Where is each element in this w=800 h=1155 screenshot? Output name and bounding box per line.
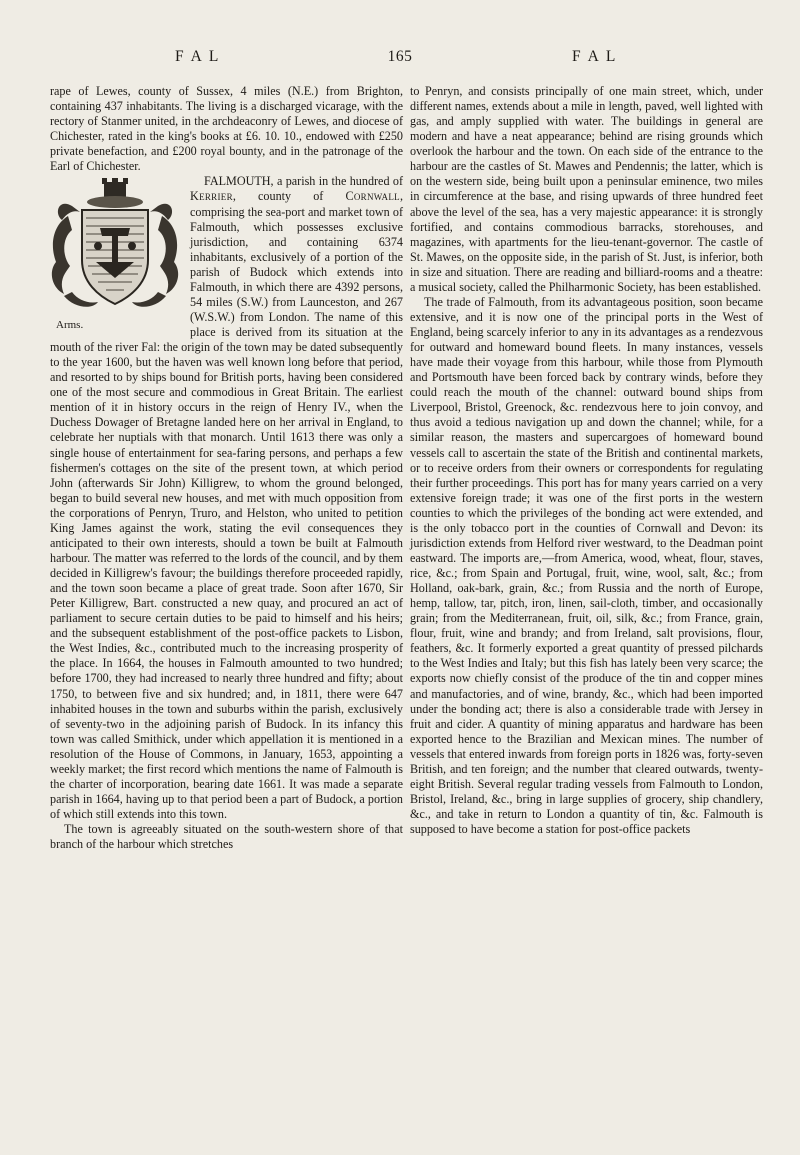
paragraph-description: to Penryn, and consists principally of one main street, which, under different names, extends about a mile in length, paved, well lighted with gas, and amply supplied with water. The buildings in general are modern and have a neat appearance; behind are rising grounds which overlook the harbour and the town. On each side of the entrance to the harbour are the castles of St. Mawes and Pendennis; the latter, which is on the western side, being built upon a peninsular eminence, two miles in circumference at the base, and rising upwards of three hundred feet above the level of the sea, has a very majestic appearance: it is strongly fortified, and contains commodious barracks, storehouses, and magazines, with apartments for the lieu-tenant-governor. The castle of St. Mawes, on the opposite side, in the parish of St. Just, is inferior, both in size and situation. There are reading and billiard-rooms and a theatre: a musical society, called the Philharmonic Society, has been established.	[410, 84, 763, 294]
county-name: Cornwall	[345, 189, 400, 204]
entry-falmouth: FALMOUTH, a parish in the hundred of Kerrier, county of Cornwall, comprising the sea-port and market town of Falmouth, which possesses exclusive jurisdiction, and containing 6374 inhabitants, exclusively of a portion of the parish of Budock which extends into Falmouth, in which there are 4392 persons, 54 miles (S.W.) from Launceston, and 267 (W.S.W.) from London. The name of this place is derived from its situation at the mouth of the river Fal: the origin of the town may be dated subsequently to the year 1600, but the haven was well known long before that period, and resorted to by ships bound for British ports, having been considered one of the most secure and commodious in Great Britain. The earliest mention of it in history occurs in the reign of Henry IV., when the Duchess Dowager of Bretagne landed here on her arrival in England, to celebrate her nuptials with that monarch. Until 1613 there was only a single house of entertainment for sea-faring persons, and perhaps a few fishermen's cottages on the site of the present town, at which period John (afterwards Sir John) Killigrew, to whom the ground belonged, began to build several new houses, and met with much opposition from the corporations of Penryn, Truro, and Helston, who united to petition King James against the work, stating the evil consequences they anticipated to their own interests, should a town be built at Falmouth harbour. The matter was referred to the lords of the council, and by them decided in Killigrew's favour; the buildings therefore proceeded rapidly, and the town soon became a place of great trade. Soon after 1670, Sir Peter Killigrew, Bart. constructed a new quay, and procured an act of parliament to secure certain duties to be paid to himself and his heirs; and the subsequent establishment of the post-office packets to Lisbon, the West Indies, &c., contributed much to the increasing prosperity of the place. In 1664, the houses in Falmouth amounted to two hundred; before 1700, they had increased to nearly three hundred and fifty; about 1750, to between five and six hundred; and, in 1811, there were 647 inhabited houses in the town and suburbs within the parish, exclusively of seventy-two in the adjoining parish of Budock. In its infancy this town was called Smithick, under which appellation it is mentioned in a resolution of the House of Commons, in January, 1653, appointing a weekly market; the first record which mentions the name of Falmouth is the charter of incorporation, bearing date 1661. It was made a separate parish in 1664, having up to that period been a part of Budock, a portion of which still extends into this town.	[50, 174, 403, 821]
falmouth-arms-figure	[48, 176, 182, 331]
running-head-right: F A L	[572, 48, 618, 65]
paragraph-town: The town is agreeably situated on the south-western shore of that branch of the harbour which stretches	[50, 822, 403, 852]
coat-of-arms-icon	[48, 176, 182, 316]
entry-lewes-tail: rape of Lewes, county of Sussex, 4 miles (N.E.) from Brighton, containing 437 inhabitants. The living is a discharged vicarage, with the rectory of Stanmer united, in the archdeaconry of Lewes, and diocese of Chichester, rated in the king's books at £6. 10. 10., endowed with £250 private benefaction, and £200 royal bounty, and in the patronage of the Earl of Chichester.	[50, 84, 403, 174]
hundred-name: Kerrier	[190, 189, 233, 204]
left-column	[50, 84, 403, 852]
page-number: 165	[387, 48, 413, 65]
running-head-left: F A L	[175, 48, 221, 65]
running-head	[0, 48, 800, 72]
paragraph-trade: The trade of Falmouth, from its advantageous position, soon became extensive, and it is now one of the principal ports in the West of England, being scarcely inferior to any in its advantages as a rendezvous for outward and homeward bound fleets. In many instances, vessels have made their voyage from this harbour, while those from Plymouth and Portsmouth have been forced back by contrary winds, before they could reach the mouth of the channel: outward bound ships from Liverpool, Bristol, Greenock, &c. rendezvous here to join convoy, and thus avoid a tedious navigation up and down the channel; while, for a similar reason, the masters and supercargoes of homeward bound vessels call to ascertain the state of the British and continental markets, or to receive orders from their owners or correspondents for regulating their further proceedings. This port has for many years carried on a very extensive foreign trade; it was one of the first ports in the western counties to which the privileges of the bonding act were extended, and is the only tobacco port in the counties of Cornwall and Devon: its jurisdiction extends from Helford river westward, to the Deadman point eastward. The imports are,—from America, wood, wheat, flour, staves, rice, &c.; from Spain and Portugal, fruit, wine, wool, salt, &c.; from Holland, oak-bark, grain, &c.; from Russia and the north of Europe, hemp, tallow, tar, pitch, iron, linen, sail-cloth, timber, and occasionally grain; from the Mediterranean, fruit, oil, silk, &c.; from France, grain, flour, fruit, wine and brandy; and from Ireland, salt provisions, flour, feathers, &c. It formerly exported a great quantity of pressed pilchards to the West Indies and Italy; but this fish has lately been very scarce; the exports now chiefly consist of the produce of the tin and copper mines and manufactories, and of wine, brandy, &c., which had been imported under the bonding act; there is also a considerable trade with Jersey in fruit and cider. A quantity of mining apparatus and hardware has been exported hence to the Brazilian and Mexican mines. The number of vessels that entered inwards from foreign ports in 1826 was, forty-seven British, and ten foreign; and the number that cleared outwards, twenty-eight British. Several regular trading vessels from Falmouth to London, Bristol, Ireland, &c., bring in large supplies of grocery, ship chandlery, &c., and take in return to London a quantity of tin, &c. Falmouth is supposed to have become a station for post-office packets	[410, 294, 763, 837]
arms-caption: Arms.	[56, 319, 84, 332]
entry-headword: FALMOUTH,	[204, 174, 274, 189]
right-column	[410, 84, 763, 837]
